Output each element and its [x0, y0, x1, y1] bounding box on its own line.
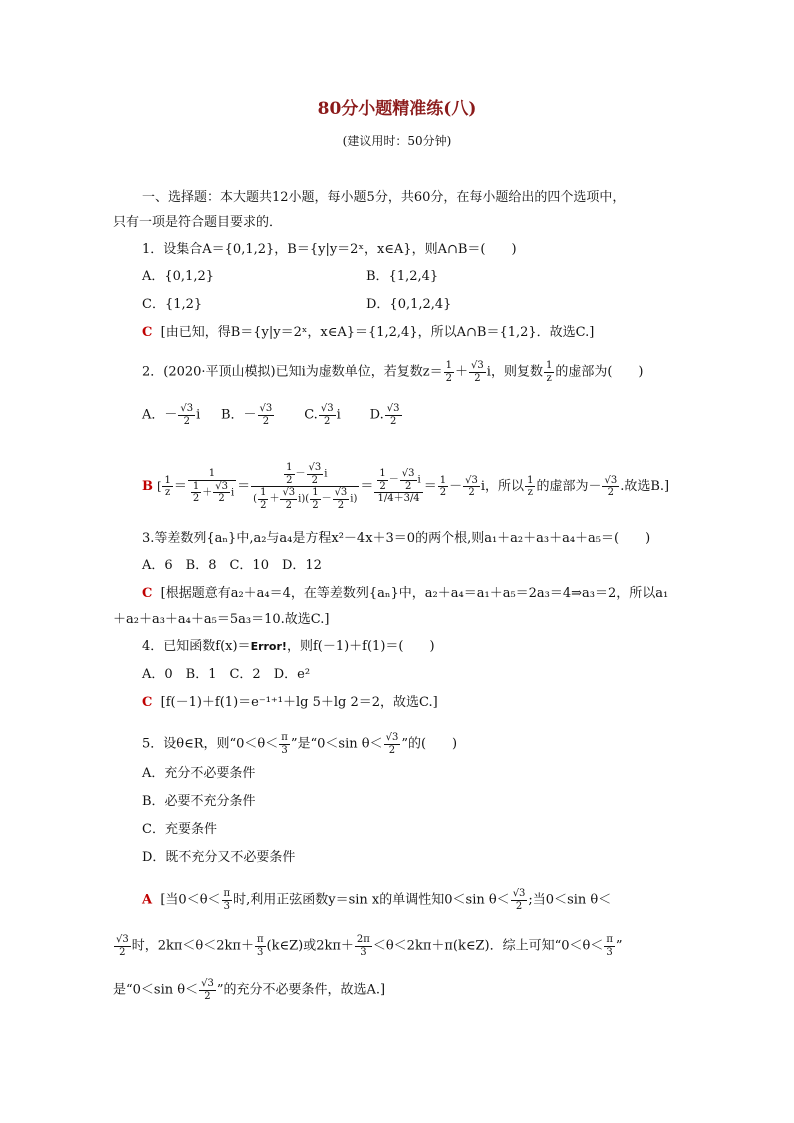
- q5-ans-text: 是“0＜sin θ＜: [113, 982, 199, 998]
- frac-num: 2π: [356, 934, 370, 945]
- q1-stem: 1．设集合A＝{0,1,2}，B＝{y|y＝2ˣ，x∈A}，则A∩B＝( ): [142, 242, 517, 257]
- q5-stem-text-c: ”的( ): [401, 736, 458, 752]
- frac-den: z: [546, 372, 552, 384]
- frac-num: √3: [180, 403, 194, 414]
- q2-stem: 2．(2020·平顶山模拟)已知i为虚数单位，若复数z＝ $\frac{1}{2}$ ＋ $\frac{√3}{2}$ i，则复数 $\frac{1}{z}$ 的虚部为( ): [142, 360, 644, 384]
- imag-unit: i: [486, 364, 491, 380]
- q4-options: A．0 B．1 C．2 D．e²: [142, 667, 311, 682]
- frac-num: √3: [259, 403, 273, 414]
- frac-den: 2: [379, 480, 386, 492]
- q5-ans-text: ＜θ＜2kπ＋π(k∈Z)．综上可知“0＜θ＜: [372, 938, 604, 954]
- frac-den: 2: [312, 499, 319, 511]
- frac-den: 3: [360, 946, 367, 958]
- frac-den: 2: [474, 372, 481, 384]
- frac-den: 2: [285, 499, 292, 511]
- frac-num: π: [281, 732, 288, 743]
- q5-option-d: D．既不充分又不必要条件: [142, 850, 296, 865]
- frac-num: √3: [201, 978, 214, 989]
- q5-option-c: C．充要条件: [142, 822, 217, 837]
- q5-ans-text: [当0＜θ＜: [160, 892, 221, 908]
- q2-stem-text-c: 的虚部为( ): [555, 364, 644, 380]
- q4-stem-text-b: ，则f(－1)＋f(1)＝( ): [286, 639, 435, 654]
- frac-num: 1: [527, 474, 534, 486]
- frac-den: 2: [119, 946, 126, 958]
- frac-num: 1: [379, 468, 386, 480]
- frac-den: 2: [260, 499, 267, 511]
- frac-den: 3: [606, 946, 613, 958]
- q5-option-a: A．充分不必要条件: [142, 766, 256, 781]
- frac-num: √3: [604, 474, 618, 486]
- page-subtitle: (建议用时：50分钟): [342, 134, 452, 148]
- frac-num: √3: [308, 462, 322, 473]
- frac-num: √3: [471, 360, 484, 371]
- frac-den: 2: [439, 487, 447, 498]
- frac-num: 1: [188, 468, 236, 481]
- q5-ans-text: 时,利用正弦函数y＝sin x的单调性知0＜sin θ＜: [233, 892, 510, 908]
- q5-ans-text: ;当0＜sin θ＜: [528, 892, 612, 908]
- q3-stem: 3.等差数列{aₙ}中,a₂与a₄是方程x²－4x＋3＝0的两个根,则a₁＋a₂＋a₃＋a₄＋a₅＝( ): [142, 531, 651, 546]
- frac-den: 2: [337, 499, 345, 511]
- q3-answer-line2: ＋a₂＋a₃＋a₄＋a₅＝5a₃＝10.故选C.]: [113, 612, 330, 627]
- frac-num: √3: [386, 403, 400, 414]
- frac-den: 2: [404, 480, 412, 492]
- frac-num: 1: [439, 474, 447, 486]
- frac-den: 2: [183, 415, 190, 427]
- q4-answer: [142, 696, 438, 709]
- q2-option-b: B．－: [220, 407, 257, 423]
- frac-den: 3: [257, 946, 264, 958]
- q2-answer-end: .故选B.]: [620, 479, 670, 494]
- frac-den: 3: [223, 900, 230, 912]
- q3-answer-line1: [根据题意有a₂＋a₄＝4，在等差数列{aₙ}中，a₂＋a₄＝a₁＋a₅＝2a₃＝4⇒a₃＝2，所以a₁: [160, 586, 669, 601]
- frac-den: 2: [262, 415, 270, 427]
- section-intro-line1: 一、选择题：本大题共12小题，每小题5分，共60分，在每小题给出的四个选项中，: [142, 190, 626, 205]
- q2-answer-letter: B: [142, 479, 153, 494]
- frac-num: π: [256, 934, 264, 945]
- frac-num: 1: [192, 480, 200, 492]
- frac-num: π: [606, 934, 613, 945]
- q4-answer-text: [f(－1)＋f(1)＝e⁻¹⁺¹＋lg 5＋lg 2＝2，故选C.]: [160, 695, 438, 710]
- q5-ans-text: (k∈Z)或2kπ＋: [266, 938, 354, 954]
- q2-answer: B [ $\frac{1}{z}$ ＝ 1 $\frac{1}{2}$ ＋ $\frac{√3}{2}$ i ＝ $\frac{1}{2}$ － $\frac{√3}{2}$ i ( $\frac{1}{2}$ ＋ $\frac{√3}{2}$ i)( $\frac{1}{2}$ － $\frac{√3}{2}$ i) ＝ $\frac{1}{2}$ － $\frac{√3}{2}$ i 1/4＋3/4 ＝ $\frac{1}{2}$ － $\frac{√3}{2}$ i，所以 $\frac{1}{z}$ 的虚部为－ $\frac{√3}{2}$ .故选B.]: [142, 462, 670, 511]
- frac-num: 1: [260, 487, 267, 498]
- q1-answer-letter: C: [142, 325, 153, 340]
- frac-num: π: [223, 888, 231, 899]
- q5-answer-line1: [142, 888, 611, 912]
- q1-option-a: A．{0,1,2}: [142, 269, 215, 284]
- frac-num: 1: [164, 474, 171, 486]
- frac-den: z: [164, 487, 171, 498]
- frac-num: 1: [312, 487, 319, 498]
- frac-den: 2: [324, 415, 331, 427]
- frac-num: √3: [116, 934, 129, 945]
- q2-options: [142, 403, 403, 427]
- frac-den: 2: [286, 474, 293, 486]
- page-title: 80分小题精准练(八): [317, 99, 477, 119]
- q5-ans-text: 时，2kπ＜θ＜2kπ＋: [131, 938, 254, 954]
- frac-den: 2: [204, 990, 211, 1002]
- imag-unit: i: [298, 493, 302, 505]
- frac-den: 2: [607, 487, 614, 498]
- q5-stem-text-b: ”是“0＜sin θ＜: [290, 736, 383, 752]
- q5-answer-line3: [113, 978, 385, 1002]
- imag-unit: i: [196, 407, 201, 423]
- frac-num: √3: [320, 403, 334, 414]
- q2-stem-text-b: ，则复数: [490, 364, 543, 380]
- imag-unit: i: [336, 407, 341, 423]
- frac-num: 1: [286, 462, 293, 473]
- section-intro-line2: 只有一项是符合题目要求的．: [113, 215, 283, 230]
- q5-ans-text: ”: [615, 938, 623, 954]
- imag-unit: i: [417, 474, 421, 486]
- q2-stem-text-a: 2．(2020·平顶山模拟)已知i为虚数单位，若复数z＝: [142, 364, 443, 380]
- frac-num: √3: [512, 888, 526, 899]
- q5-answer-letter: A: [142, 892, 153, 908]
- frac-den: 2: [218, 493, 225, 505]
- imag-unit: i: [350, 493, 354, 505]
- frac-num: √3: [282, 487, 296, 498]
- q2-option-c: C.: [304, 407, 318, 423]
- q5-stem-text-a: 5．设θ∈R，则“0＜θ＜: [142, 736, 279, 752]
- frac-num: √3: [385, 732, 399, 743]
- q5-option-b: B．必要不充分条件: [142, 794, 256, 809]
- q2-option-a: A．－: [142, 407, 178, 423]
- frac-den: 2: [388, 744, 396, 756]
- q1-option-d: D．{0,1,2,4}: [366, 297, 452, 312]
- q3-answer-letter: C: [142, 586, 153, 601]
- q4-error-text: Error!: [250, 640, 287, 653]
- q1-answer-text: [由已知，得B＝{y|y＝2ˣ，x∈A}＝{1,2,4}，所以A∩B＝{1,2}．故选C.]: [160, 325, 595, 340]
- frac-den: 2: [192, 493, 200, 505]
- q3-answer: [142, 587, 668, 600]
- frac-den: 3: [281, 744, 288, 756]
- q2-answer-tail: ，所以: [485, 479, 525, 494]
- frac-num: √3: [465, 474, 478, 486]
- imag-unit: i: [230, 487, 235, 499]
- frac-den: z: [527, 487, 533, 498]
- q5-answer-line2: [113, 934, 623, 958]
- frac-num: √3: [215, 480, 228, 492]
- q4-answer-letter: C: [142, 695, 153, 710]
- q4-stem-text-a: 4．已知函数f(x)＝: [142, 639, 251, 654]
- q1-answer: [142, 326, 594, 339]
- frac-num: 1: [445, 360, 453, 371]
- frac-den: 2: [389, 415, 397, 427]
- frac-num: 1: [545, 360, 553, 371]
- frac-den: 2: [515, 900, 523, 912]
- q3-options: A．6 B．8 C．10 D．12: [142, 558, 322, 573]
- frac-den: 2: [468, 487, 475, 498]
- q4-stem: [142, 640, 435, 653]
- q5-ans-text: ”的充分不必要条件，故选A.]: [216, 982, 386, 998]
- q1-option-c: C．{1,2}: [142, 297, 203, 312]
- frac-num: √3: [334, 487, 348, 498]
- q1-option-b: B．{1,2,4}: [366, 269, 439, 284]
- q5-stem: [142, 732, 457, 756]
- frac-den: 2: [445, 372, 453, 384]
- frac-num: √3: [401, 468, 415, 480]
- frac-den: 2: [311, 474, 319, 486]
- imag-unit: i: [324, 468, 328, 480]
- q2-option-d: D.: [369, 407, 384, 423]
- imag-unit: i: [480, 479, 486, 494]
- q2-answer-tail2: 的虚部为－: [536, 479, 602, 494]
